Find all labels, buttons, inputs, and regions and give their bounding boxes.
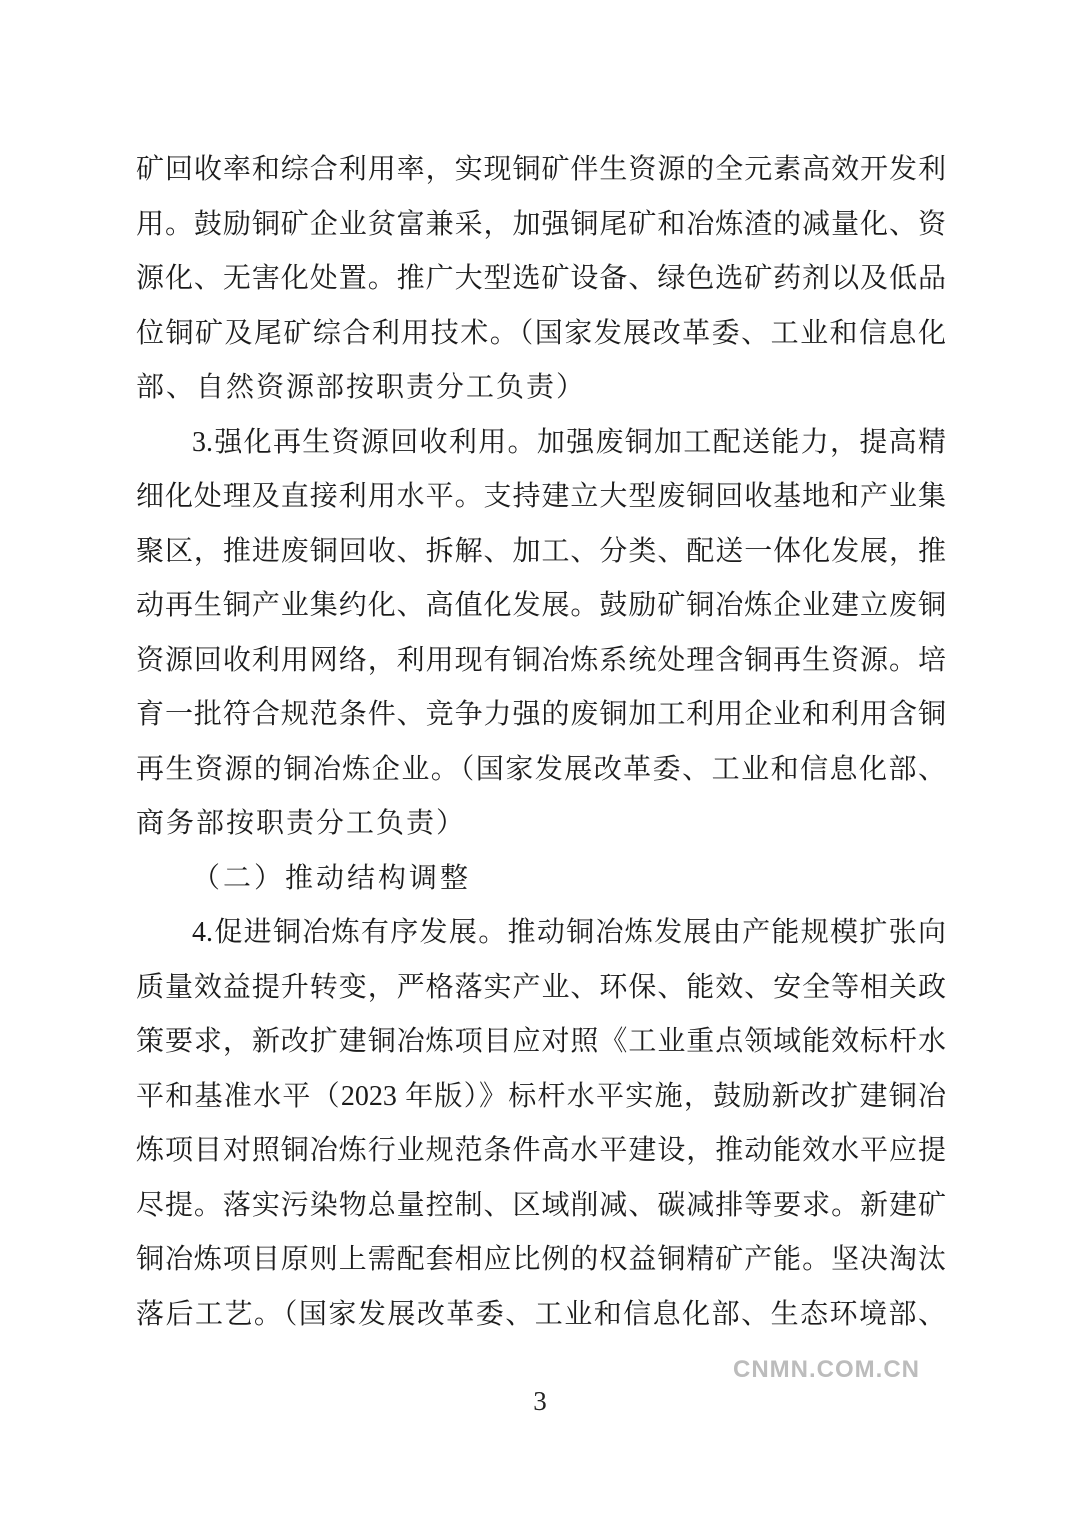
text-line: 用。鼓励铜矿企业贫富兼采，加强铜尾矿和冶炼渣的减量化、资 (136, 208, 946, 240)
text-line: 细化处理及直接利用水平。支持建立大型废铜回收基地和产业集 (136, 481, 946, 512)
text-line: 动再生铜产业集约化、高值化发展。鼓励矿铜冶炼企业建立废铜 (136, 590, 946, 621)
text-line: 聚区，推进废铜回收、拆解、加工、分类、配送一体化发展，推 (136, 535, 946, 567)
page-number: 3 (533, 1386, 547, 1416)
text-line: 商务部按职责分工负责） (136, 808, 467, 839)
text-line: 策要求，新改扩建铜冶炼项目应对照《工业重点领域能效标杆水 (136, 1026, 946, 1057)
text-line: 部、自然资源部按职责分工负责） (136, 372, 587, 403)
section-heading: （二）推动结构调整 (192, 862, 472, 894)
text-line: 再生资源的铜冶炼企业。（国家发展改革委、工业和信息化部、 (136, 753, 946, 785)
document-body (136, 143, 946, 1342)
text-line: 平和基准水平（2023 年版）》标杆水平实施，鼓励新改扩建铜冶 (136, 1080, 946, 1112)
text-line: 位铜矿及尾矿综合利用技术。（国家发展改革委、工业和信息化 (136, 317, 946, 349)
text-line: 质量效益提升转变，严格落实产业、环保、能效、安全等相关政 (136, 971, 946, 1003)
text-line: 炼项目对照铜冶炼行业规范条件高水平建设，推动能效水平应提 (136, 1135, 946, 1166)
text-line: 育一批符合规范条件、竞争力强的废铜加工利用企业和利用含铜 (136, 699, 946, 730)
text-line: 矿回收率和综合利用率，实现铜矿伴生资源的全元素高效开发利 (136, 154, 946, 185)
text-line: 铜冶炼项目原则上需配套相应比例的权益铜精矿产能。坚决淘汰 (136, 1244, 946, 1275)
text-line: 尽提。落实污染物总量控制、区域削减、碳减排等要求。新建矿 (136, 1189, 946, 1221)
text-line: 源化、无害化处置。推广大型选矿设备、绿色选矿药剂以及低品 (136, 263, 946, 294)
text-line: 落后工艺。（国家发展改革委、工业和信息化部、生态环境部、 (136, 1298, 946, 1330)
text-line: 3.强化再生资源回收利用。加强废铜加工配送能力，提高精 (192, 426, 946, 458)
text-line: 资源回收利用网络，利用现有铜冶炼系统处理含铜再生资源。培 (136, 644, 946, 676)
text-line: 4.促进铜冶炼有序发展。推动铜冶炼发展由产能规模扩张向 (192, 917, 946, 948)
watermark: CNMN.COM.CN (733, 1356, 920, 1383)
